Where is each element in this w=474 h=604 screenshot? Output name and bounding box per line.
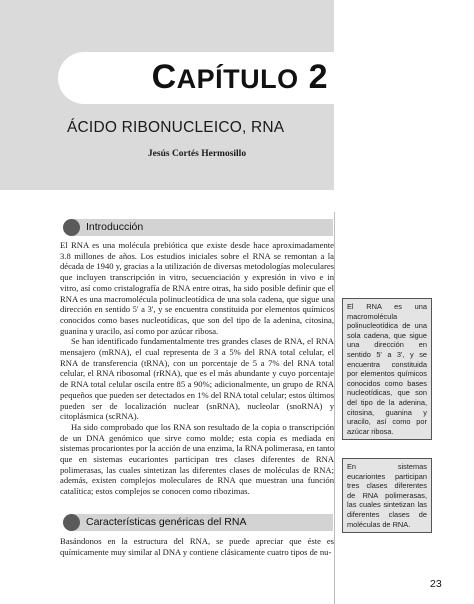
paragraph: El RNA es una molécula prebiótica que existe desde hace aproximadamente 3.8 millones de años. Los estudios iniciales sobre el RNA se remontan a la década de 1940 y, gracias a la utilización de diversas metodologías moleculares que incluyen transcripción in vitro, secuenciación y expresión in vivo e in vitro, así como cristalografía de RNA entre otras, ha sido posible definir que el RNA es una macromolécula polinucleotídica de una sola cadena, que sigue una dirección en sentido 5' a 3', y se encuentra constituida por elementos químicos conocidos como bases nucleotídicas, que son del tipo de la adenina, citosina, guanina y uracilo, así como por azúcar ribosa. bbox=[60, 240, 334, 336]
chapter-number: 2 bbox=[308, 58, 328, 96]
margin-divider bbox=[334, 212, 335, 604]
chapter-author: Jesús Cortés Hermosillo bbox=[147, 149, 247, 159]
chapter-subtitle: ÁCIDO RIBONUCLEICO, RNA bbox=[67, 119, 285, 136]
chapter-title-initial: C bbox=[151, 58, 177, 96]
section-heading-label: Características genéricas del RNA bbox=[86, 516, 247, 528]
sidenote-box: En sistemas eucariontes participan tres clases diferentes de RNA polimerasas, las cuales sintetizan las diferentes clases de moléculas de RNA. bbox=[342, 458, 432, 533]
chapter-title bbox=[152, 58, 328, 97]
page-number: 23 bbox=[430, 578, 442, 590]
section-body-caracteristicas bbox=[60, 536, 334, 557]
sidenote-box: El RNA es una macromolécula polinucleotídica de una sola cadena, que sigue una dirección en sentido 5' a 3', y se encuentra constituida por elementos químicos conocidos como bases nucleotídicas, que son del tipo de la adenina, citosina, guanina y uracilo, así como por azúcar ribosa. bbox=[342, 298, 432, 440]
section-heading-label: Introducción bbox=[86, 221, 144, 233]
section-heading-introduccion bbox=[63, 219, 333, 236]
paragraph: Ha sido comprobado que los RNA son resultado de la copia o transcripción de un DNA genómico que sirve como molde; esta copia es mediada en sistemas procariontes por la acción de una enzima, la RNA polimerasa, en tanto que en sistemas eucariontes participan tres clases diferentes de RNA polimerasas, las cuales sintetizan las diferentes clases de moléculas de RNA; además, existen complejos moleculares de RNA que muestran una función catalítica; estos complejos se conocen como ribozimas. bbox=[60, 421, 334, 497]
section-heading-caracteristicas bbox=[63, 514, 333, 531]
paragraph: Se han identificado fundamentalmente tres grandes clases de RNA, el RNA mensajero (mRNA), el cual representa de 3 a 5% del RNA total celular, el RNA de transferencia (tRNA), con un porcentaje de 5 a 7% del RNA total celular, el RNA ribosomal (rRNA), que es el más abundante y cuyo porcentaje de RNA total celular oscila entre 85 a 90%; adicionalmente, un grupo de RNA pequeños que pueden ser detectados en 1% del RNA total celular; estos últimos pueden ser de localización nuclear (snRNA), nucleolar (snoRNA) y citoplásmica (scRNA). bbox=[60, 336, 334, 422]
chapter-title-rest: APÍTULO bbox=[176, 64, 299, 94]
section-bullet-icon bbox=[63, 514, 80, 531]
chapter-title-bar bbox=[58, 52, 336, 104]
section-body-introduccion bbox=[60, 240, 334, 497]
section-bullet-icon bbox=[63, 219, 80, 236]
paragraph: Basándonos en la estructura del RNA, se puede apreciar que éste es químicamente muy similar al DNA y contiene clásicamente cuatro tipos de nu- bbox=[60, 536, 334, 557]
